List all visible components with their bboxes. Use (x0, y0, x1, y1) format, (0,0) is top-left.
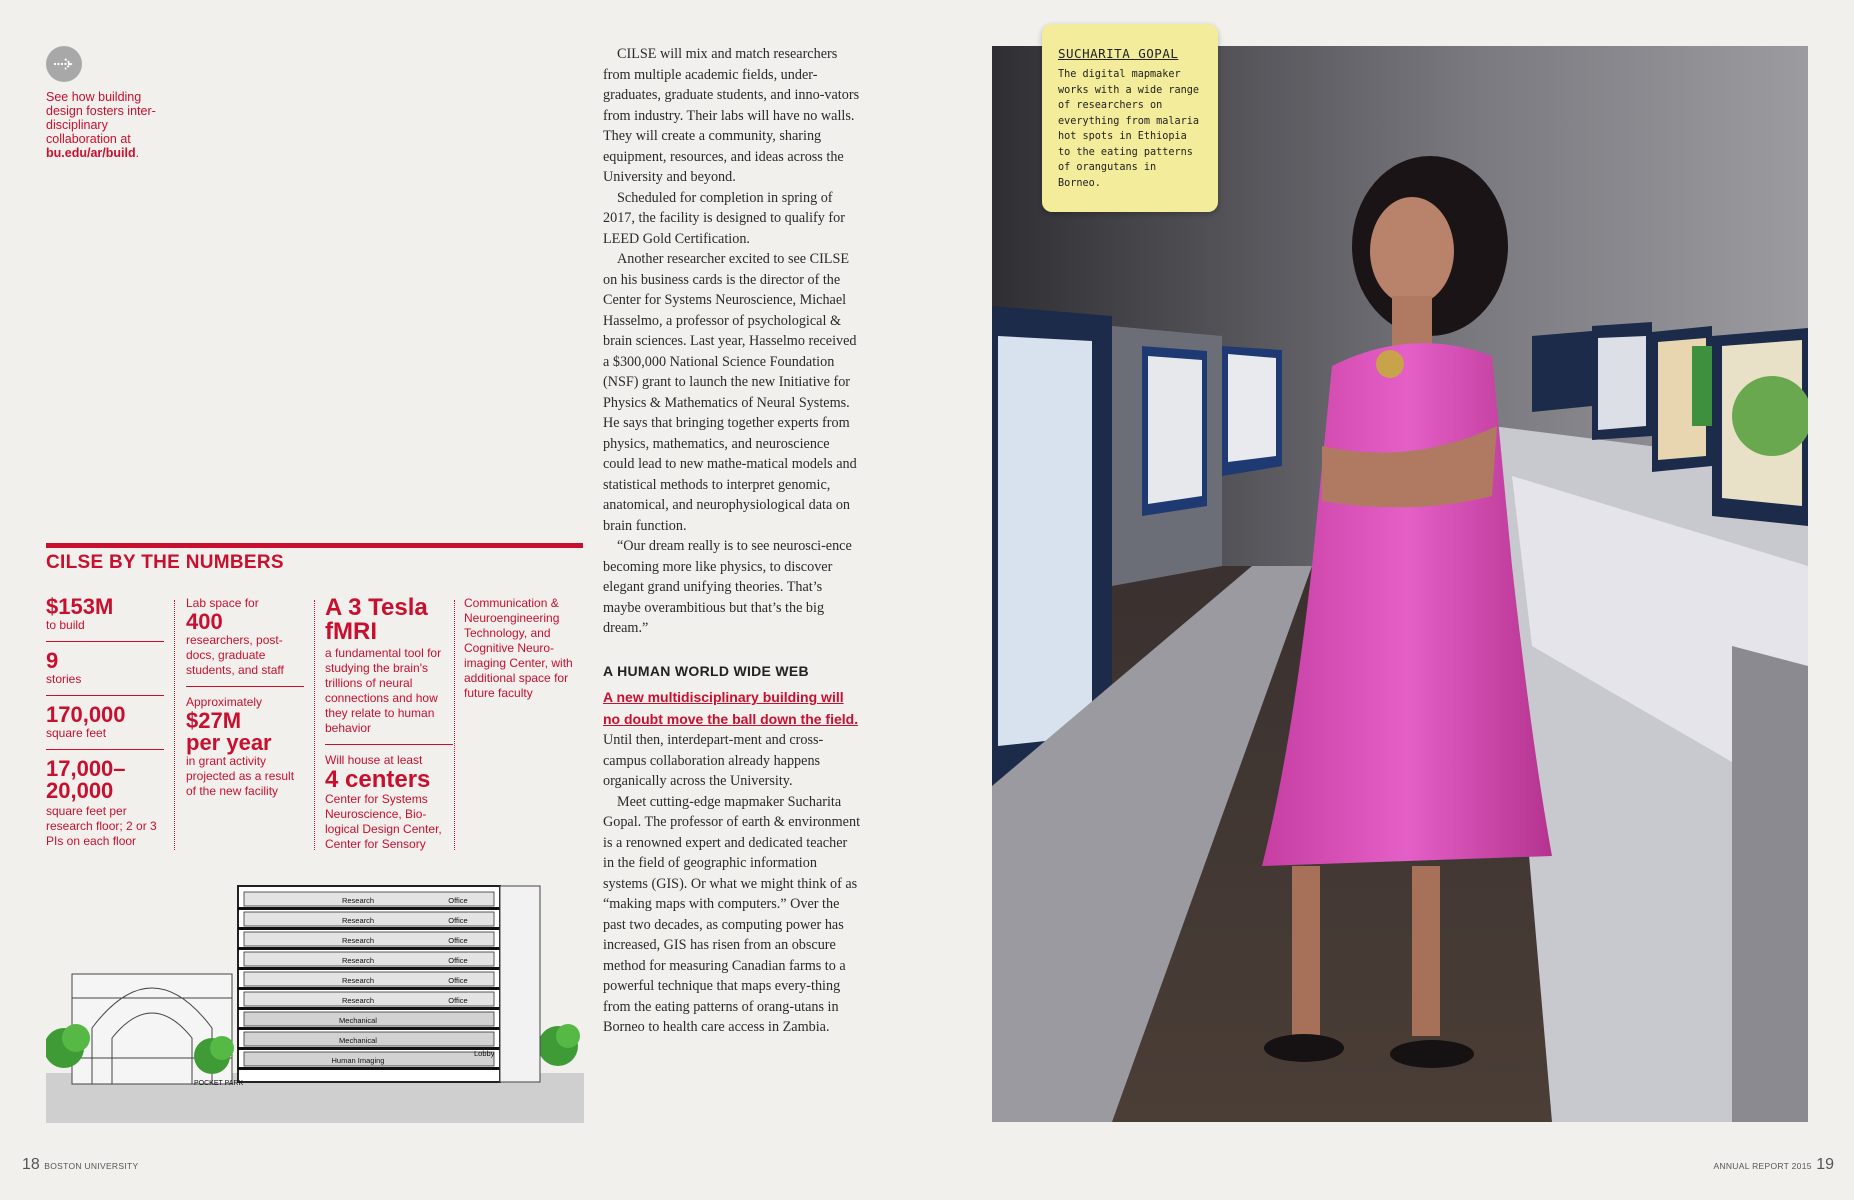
office-label: Office (448, 996, 468, 1005)
office-label: Office (448, 936, 468, 945)
lead-in: A new multidisciplinary building will no doubt move the ball down the field. (603, 689, 859, 727)
caption-text: The digital mapmaker works with a wide range of researchers on everything from malaria hot spots in Ethiopia to the eating patterns of orangutans in Borneo. (1058, 69, 1200, 189)
office-label: Office (448, 916, 468, 925)
paragraph: Another researcher excited to see CILSE on his business cards is the director of the Center for Systems Neuroscience, Michael Hasselmo, a professor of psychological & brain sciences. Last year, Hasselmo received a $300,000 National Science Foundation (NSF) grant to launch the new Initiative for Physics & Mathematics of Neural Systems. He says that bringing together experts from physics, mathematics, and neuroscience could lead to new mathe-matical models and statistical methods to interpret genomic, anatomical, and neurophysiological data on brain function. (603, 251, 857, 534)
publication-label: ANNUAL REPORT 2015 (1713, 1161, 1812, 1171)
office-label: Office (448, 956, 468, 965)
floor-slab (238, 987, 500, 990)
divider (174, 600, 175, 850)
floor-slab (238, 1007, 500, 1010)
floor-label: Mechanical (339, 1016, 377, 1025)
caption-note (1042, 24, 1218, 212)
sidebar-note: See how building design fosters inter-disciplinary collaboration at bu.edu/ar/build. (46, 90, 156, 160)
floor-slab (238, 947, 500, 950)
numbers-title: CILSE BY THE NUMBERS (46, 552, 284, 573)
floor-slab (238, 1047, 500, 1050)
section-rule (46, 543, 583, 548)
stat-lab-space: 400 (186, 609, 223, 634)
numbers-col-2: Lab space for 400 researchers, post-docs, graduate students, and staff Approximately $27M per year in grant activity projected as a result of the new facility (186, 596, 304, 799)
paragraph: A new multidisciplinary building will no doubt move the ball down the field. Until then, interdepart-ment and cross-campus collaboration already happens organically across the University. (603, 689, 859, 789)
publication-label: BOSTON UNIVERSITY (44, 1161, 139, 1171)
subhead: A HUMAN WORLD WIDE WEB (603, 662, 809, 679)
folio-left (22, 1156, 138, 1174)
office-label: Office (448, 976, 468, 985)
floor-label: Research (341, 896, 375, 905)
build-link[interactable]: bu.edu/ar/build (46, 146, 136, 160)
divider (314, 600, 315, 850)
stat-floor: 17,000–20,000 (46, 756, 126, 803)
pocket-park-label: POCKET PARK (194, 1080, 244, 1087)
numbers-col-4: Communication & Neuroengineering Technology, and Cognitive Neuro-imaging Center, with additional space for future faculty (464, 596, 573, 700)
floor-slab (238, 1027, 500, 1030)
stat-fmri: A 3 Tesla fMRI (325, 594, 428, 645)
arrow-icon[interactable] (46, 46, 82, 82)
stat-sqft: 170,000 (46, 702, 126, 727)
numbers-col-1: $153M to build 9 stories 170,000 square feet 17,000–20,000 square feet per research floor; 2 or 3 PIs on each floor (46, 596, 164, 849)
article-body (603, 44, 861, 1038)
floor-slab (238, 907, 500, 910)
floor-slab (238, 1067, 500, 1070)
stat-centers: 4 centers (325, 766, 431, 793)
floor-slab (238, 967, 500, 970)
floor-label: Research (341, 936, 375, 945)
stat-stories: 9 (46, 648, 59, 673)
divider (454, 600, 455, 850)
floor-label: Research (341, 956, 375, 965)
page-number: 18 (22, 1156, 40, 1173)
paragraph: “Our dream really is to see neurosci-ence becoming more like physics, to discover elegant grand unifying theories. That’s maybe overambitious but that’s the big dream.” (603, 538, 852, 636)
caption-name: SUCHARITA GOPAL (1058, 46, 1179, 61)
paragraph: Scheduled for completion in spring of 2017, the facility is designed to qualify for LEED Gold Certification. (603, 189, 845, 247)
floor-label: Mechanical (339, 1036, 377, 1045)
numbers-col-3: A 3 Tesla fMRI a fundamental tool for studying the brain's trillions of neural connections and how they relate to human behavior Will house at least 4 centers Center for Systems Neuroscience, Bio-logical Design Center, Center for Sensory (325, 596, 453, 852)
paragraph: Meet cutting-edge mapmaker Sucharita Gopal. The professor of earth & environment is a renowned expert and dedicated teacher in the field of geographic information systems (GIS). Or what we might think of as “making maps with computers.” Over the past two decades, as computing power has increased, GIS has risen from an obscure method for measuring Canadian farms to a powerful technique that maps every-thing from the eating patterns of orang-utans in Borneo to health care access in Zambia. (603, 793, 861, 1035)
floor-label: Research (341, 916, 375, 925)
floor-label: Research (341, 996, 375, 1005)
floor-slab (238, 927, 500, 930)
lobby-label: Lobby (474, 1049, 495, 1058)
floor-label: Human Imaging (331, 1056, 385, 1065)
paragraph: CILSE will mix and match researchers from multiple academic fields, under-graduates, graduate students, and inno-vators from industry. Their labs will have no walls. They will create a community, sharing equipment, resources, and ideas across the University and beyond. (603, 46, 860, 185)
page-number: 19 (1816, 1156, 1834, 1173)
folio-right (1713, 1156, 1834, 1174)
building-section-drawing (46, 878, 584, 1123)
stat-cost: $153M (46, 594, 114, 619)
stat-grants: $27M (186, 708, 242, 733)
office-label: Office (448, 896, 468, 905)
floor-label: Research (341, 976, 375, 985)
